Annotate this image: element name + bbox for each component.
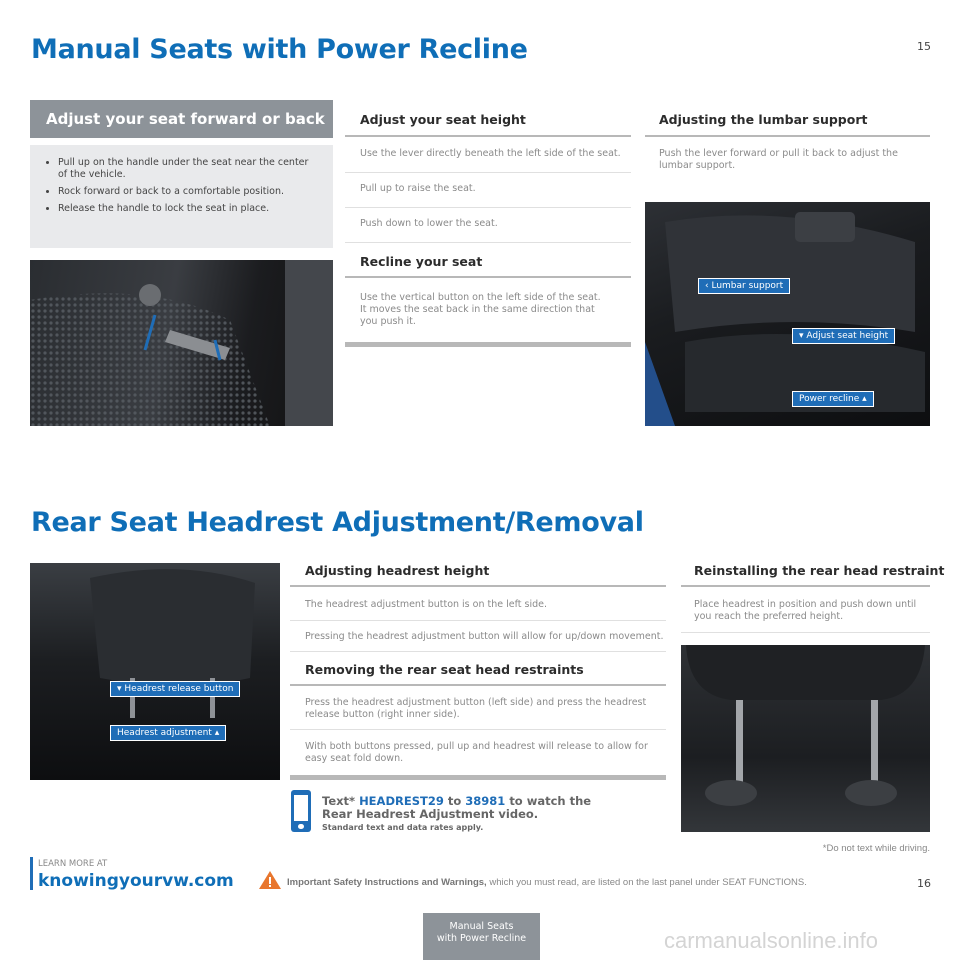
headrest-illustration [30, 563, 280, 780]
adjusting-line: The headrest adjustment button is on the left side. [305, 599, 548, 610]
height-line: Use the lever directly beneath the left side of the seat. [360, 148, 621, 159]
learn-more-label: LEARN MORE AT [38, 859, 108, 869]
sms-rates: Standard text and data rates apply. [322, 823, 484, 832]
callout-lumbar: ‹ Lumbar support [698, 278, 790, 294]
page-title: Manual Seats with Power Recline [31, 34, 528, 65]
footer-accent-bar [30, 857, 33, 890]
callout-headrest-release: ▾ Headrest release button [110, 681, 240, 697]
warning-triangle-icon [258, 870, 282, 894]
page-number: 15 [917, 40, 931, 53]
reinstall-text: Place headrest in position and push down until you reach the preferred height. [694, 599, 917, 622]
callout-power-recline: Power recline ▴ [792, 391, 874, 407]
lumbar-text: Push the lever forward or pull it back to adjust the lumbar support. [659, 148, 898, 171]
height-line: Pull up to raise the seat. [360, 183, 476, 194]
section-bar [290, 775, 666, 780]
height-heading: Adjust your seat height [360, 112, 526, 127]
watermark: carmanualsonline.info [664, 928, 879, 953]
bullet-item: • Pull up on the handle under the seat near the center of the vehicle. [58, 157, 317, 181]
seat-handle-illustration [30, 260, 333, 426]
removing-line: With both buttons pressed, pull up and headrest will release to allow for easy seat fold down. [305, 741, 648, 764]
removing-line: Press the headrest adjustment button (left side) and press the headrest release button (right inner side). [305, 697, 647, 720]
seat-side-photo [645, 202, 930, 426]
adjusting-heading: Adjusting headrest height [305, 563, 490, 578]
reinstall-heading: Reinstalling the rear head restraint [694, 563, 945, 578]
section-tab[interactable]: Manual Seats with Power Recline [423, 913, 540, 960]
height-line: Push down to lower the seat. [360, 218, 498, 229]
section-bar [345, 342, 631, 347]
page-number-bottom: 16 [917, 877, 931, 890]
forward-back-box [30, 145, 333, 248]
headrest-posts-illustration [681, 645, 930, 832]
seat-side-illustration [645, 202, 930, 426]
bullet-item: • Release the handle to lock the seat in place. [58, 203, 317, 215]
warning-text: Important Safety Instructions and Warnings, which you must read, are listed on the last panel under SEAT FUNCTIONS. [287, 877, 807, 888]
section-title: Rear Seat Headrest Adjustment/Removal [31, 507, 644, 538]
headrest-photo [30, 563, 280, 780]
forward-back-heading: Adjust your seat forward or back [30, 100, 333, 138]
lumbar-heading: Adjusting the lumbar support [659, 112, 868, 127]
adjusting-line: Pressing the headrest adjustment button will allow for up/down movement. [305, 631, 664, 642]
recline-heading: Recline your seat [360, 254, 483, 269]
callout-seat-height: ▾ Adjust seat height [792, 328, 895, 344]
recline-text: Use the vertical button on the left side of the seat. It moves the seat back in the same direction that you push it. [360, 292, 601, 327]
callout-headrest-adjustment: Headrest adjustment ▴ [110, 725, 226, 741]
disclaimer: *Do not text while driving. [822, 843, 930, 854]
phone-icon [291, 790, 311, 832]
seat-handle-photo [30, 260, 333, 426]
headrest-posts-photo [681, 645, 930, 832]
sms-text: Text* HEADREST29 to 38981 to watch the Rear Headrest Adjustment video. [322, 794, 592, 821]
footer-link[interactable]: knowingyourvw.com [38, 871, 234, 891]
removing-heading: Removing the rear seat head restraints [305, 662, 584, 677]
bullet-item: • Rock forward or back to a comfortable position. [58, 186, 317, 198]
